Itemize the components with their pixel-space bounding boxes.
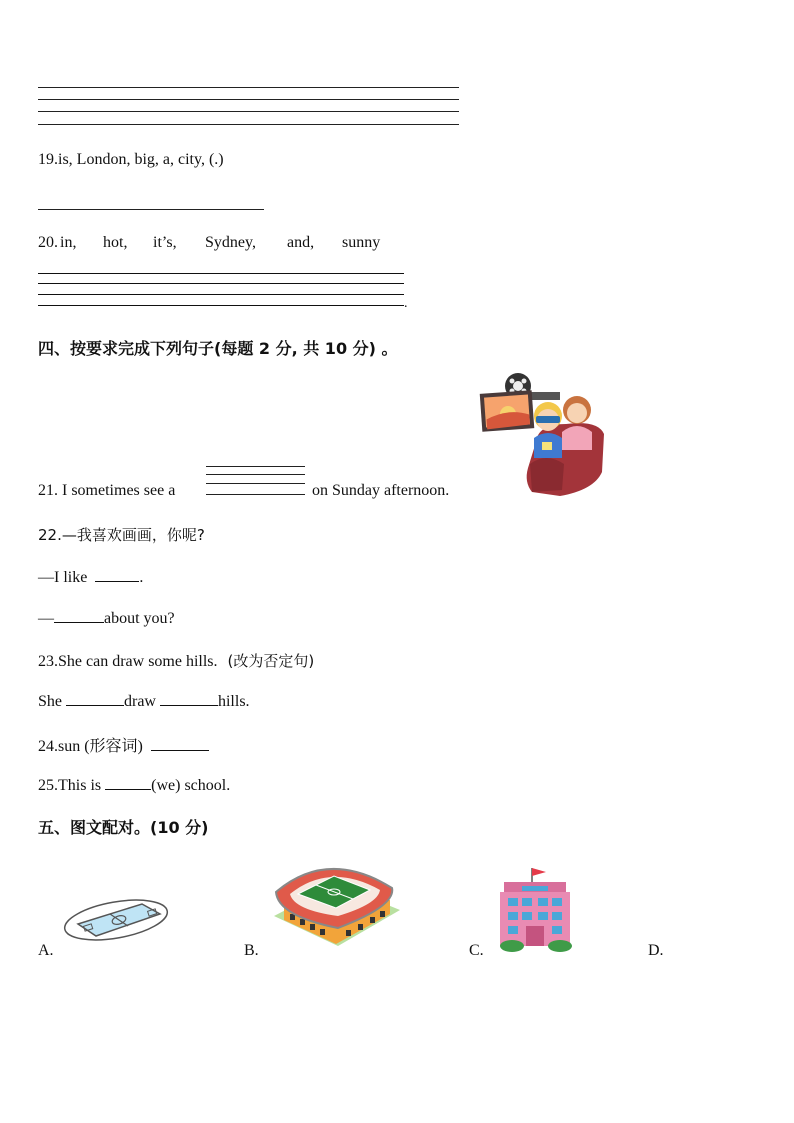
answer-line[interactable] — [206, 483, 305, 484]
question-19 — [38, 151, 224, 169]
question-25 — [38, 775, 230, 795]
question-21-before: 21. I sometimes see a — [38, 482, 176, 499]
prompt-text: 25.This is — [38, 777, 102, 794]
word: it’s, — [153, 234, 177, 251]
end-mark: . — [404, 296, 408, 311]
cinema-illustration — [476, 372, 606, 500]
section-4-title: 四、按要求完成下列句子(每题 2 分, 共 10 分) 。 — [38, 339, 398, 358]
option-a-label: A. — [38, 942, 54, 959]
prompt-text: 23.She can draw some hills. — [38, 653, 218, 670]
word: and, — [287, 234, 315, 251]
option-d-label: D. — [648, 942, 664, 959]
answer-line[interactable] — [206, 494, 305, 495]
answer-text: hills. — [217, 693, 250, 710]
question-22-prompt: 22.—我喜欢画画，你呢? — [38, 526, 205, 544]
instruction-text: (改为否定句) — [227, 652, 315, 670]
word: Sydney, — [205, 234, 256, 251]
answer-line — [38, 99, 459, 100]
question-23-answer — [38, 691, 250, 711]
answer-line[interactable] — [38, 273, 404, 274]
word: in, — [60, 234, 77, 251]
question-22-line2 — [38, 608, 175, 628]
end-mark: . — [139, 569, 144, 586]
answer-line — [38, 111, 459, 112]
answer-line[interactable] — [38, 209, 264, 210]
answer-blank[interactable] — [66, 691, 124, 706]
option-c-label: C. — [469, 942, 484, 959]
sports-field-image — [62, 890, 172, 946]
word: sunny — [342, 234, 381, 251]
answer-line[interactable] — [206, 466, 305, 467]
stadium-image — [268, 854, 404, 958]
answer-line[interactable] — [206, 474, 305, 475]
question-23-prompt — [38, 650, 314, 671]
answer-text: draw — [124, 693, 156, 710]
question-words: is, London, big, a, city, (.) — [58, 151, 224, 168]
dash: — — [38, 610, 54, 627]
answer-line[interactable] — [38, 305, 404, 306]
answer-line — [38, 87, 459, 88]
word: hot, — [103, 234, 128, 251]
answer-text: She — [38, 693, 62, 710]
dialogue-text: about you? — [104, 610, 175, 627]
answer-blank[interactable] — [54, 608, 104, 623]
answer-line[interactable] — [38, 283, 404, 284]
question-number: 20. — [38, 234, 58, 251]
answer-blank[interactable] — [105, 775, 151, 790]
answer-line — [38, 124, 459, 125]
question-22-line1 — [38, 567, 143, 587]
answer-blank[interactable] — [160, 691, 218, 706]
question-number: 19. — [38, 151, 58, 168]
question-21-after: on Sunday afternoon. — [312, 482, 450, 499]
question-20 — [38, 234, 58, 252]
answer-line[interactable] — [38, 294, 404, 295]
prompt-text: (we) school. — [151, 777, 231, 794]
section-5-title: 五、图文配对。(10 分) — [38, 818, 209, 837]
answer-blank[interactable] — [95, 567, 139, 582]
answer-blank[interactable] — [151, 736, 209, 751]
option-b-label: B. — [244, 942, 259, 959]
school-building-image — [498, 866, 578, 954]
question-24 — [38, 733, 209, 756]
dialogue-text: —I like — [38, 569, 88, 586]
prompt-text: 24.sun (形容词) — [38, 738, 143, 755]
